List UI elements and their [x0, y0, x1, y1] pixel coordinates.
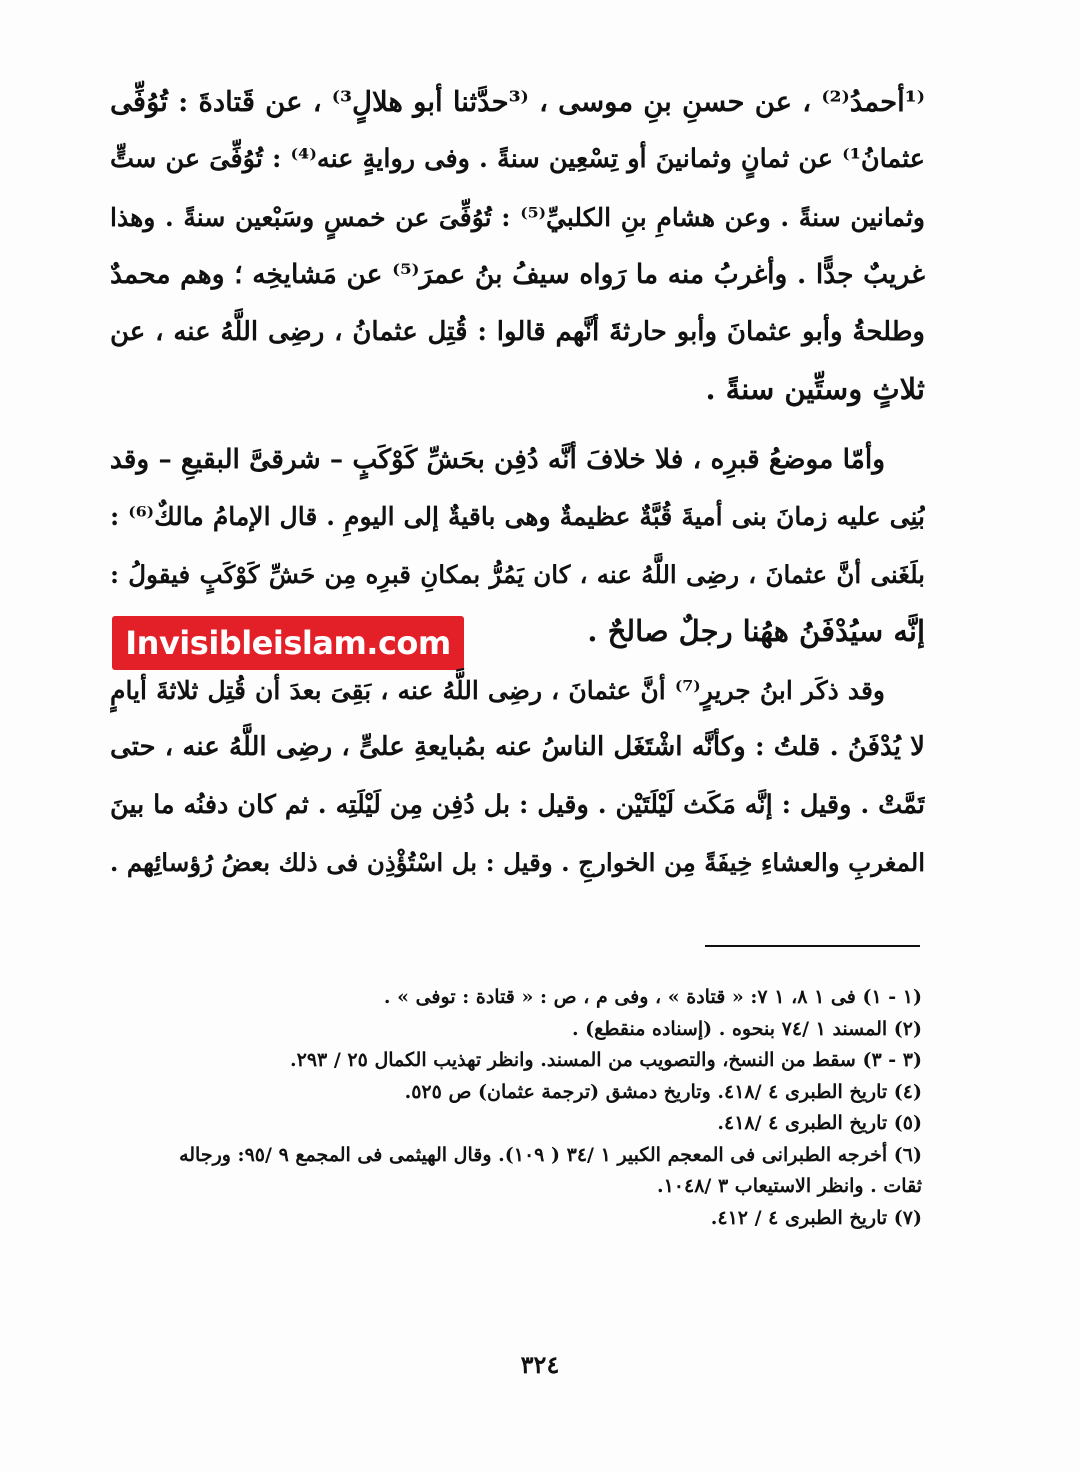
text-line: تَمَّتْ . وقيل : إنَّه مَكَث لَيْلَتَيْن . وقيل : بل دُفِن مِن لَيْلَتِه . ثم كان دفنُه ما بينَ [110, 789, 925, 820]
text-line: بُنِى عليه زمانَ بنى أميةَ قُبَّةٌ عظيمةٌ وهى باقيةٌ إلى اليومِ . قال الإمامُ مالكٌ⁽⁶⁾ : [110, 502, 925, 532]
footnote: (٢) المسند ١ /٧٤ بنحوه . (إسناده منقطع) . [571, 1017, 922, 1040]
footnotes [118, 982, 922, 1234]
footnote-separator [705, 945, 920, 947]
page-number: ٣٢٤ [520, 1350, 560, 1379]
text-line: وأمّا موضعُ قبرِه ، فلا خلافَ أنَّه دُفِن بحَشِّ كَوْكَبٍ – شرقىَّ البقيعِ – وقد [110, 444, 885, 475]
paragraph-1 [110, 74, 925, 418]
text-line: بلَغَنى أنَّ عثمانَ ، رضِى اللَّهُ عنه ، كان يَمُرُّ بمكانِ قبرِه مِن حَشِّ كَوْكَبٍ فيقولُ : [110, 559, 925, 589]
text-line: إنَّه سيُدْفَنُ ههُنا رجلٌ صالحٌ . [587, 614, 925, 649]
text-line: وطلحةُ وأبو عثمانَ وأبو حارثةَ أنَّهم قالوا : قُتِل عثمانُ ، رضِى اللَّهُ عنه ، عن [110, 316, 925, 347]
text-line: المغربِ والعشاءِ خِيفَةً مِن الخوارجِ . وقيل : بل اسْتُؤْذِن فى ذلك بعضُ رُؤسائِهم . [110, 848, 925, 878]
footnote: (٧) تاريخ الطبرى ٤ / ٤١٢. [710, 1206, 922, 1229]
text-line: لا يُدْفَنُ . قلتُ : وكأنَّه اشْتَغَل الناسُ عنه بمُبايعةِ علىٍّ ، رضِى اللَّهُ عنه ، حتى [110, 732, 925, 763]
footnote: ثقات . وانظر الاستيعاب ٣ /١٠٤٨. [656, 1175, 922, 1197]
footnote: (٦) أخرجه الطبرانى فى المعجم الكبير ١ /٣٤ ( ١٠٩). وقال الهيثمى فى المجمع ٩ /٩٥: ورجاله [179, 1143, 922, 1166]
text-line: عثمانُ¹⁾ عن ثمانٍ وثمانينَ أو تِسْعِين سنةً . وفى روايةٍ عنه⁽⁴⁾ : تُوُفِّىَ عن ستٍّ [110, 144, 925, 175]
footnote: (٣ - ٣) سقط من النسخ، والتصويب من المسند. وانظر تهذيب الكمال ٢٥ / ٢٩٣. [290, 1049, 922, 1071]
text-line: غريبٌ جدًّا . وأغربُ منه ما رَواه سيفُ بنُ عمرَ⁽⁵⁾ عن مَشايخِه ؛ وهم محمدٌ [110, 259, 925, 291]
text-line: ⁽¹أحمدُ⁽²⁾ ، عن حسنِ بنِ موسى ، ⁽³حدَّثنا أبو هلالٍ³⁾ ، عن قَتادةَ : تُوُفِّى [110, 86, 925, 118]
paragraph-3 [110, 662, 925, 892]
footnote: (٤) تاريخ الطبرى ٤ /٤١٨. وتاريخ دمشق (ترجمة عثمان) ص ٥٢٥. [404, 1080, 922, 1103]
watermark-logo: Invisibleislam.com [112, 616, 464, 670]
footnote: (١ - ١) فى ١ ٨، ١ ٧: « قتادة » ، وفى م ، ص : « قتادة : توفى » . [383, 986, 922, 1008]
text-line: ثلاثٍ وستِّين سنةً . [705, 372, 925, 407]
text-line: وقد ذكَر ابنُ جريرٍ⁽⁷⁾ أنَّ عثمانَ ، رضِى اللَّهُ عنه ، بَقِىَ بعدَ أن قُتِل ثلاثةَ أيامٍ [110, 676, 885, 705]
footnote: (٥) تاريخ الطبرى ٤ /٤١٨. [717, 1112, 922, 1134]
text-line: وثمانين سنةً . وعن هشامِ بنِ الكلبيِّ⁽⁵⁾ : تُوُفِّىَ عن خمسٍ وسَبْعين سنةً . وهذا [110, 202, 925, 232]
